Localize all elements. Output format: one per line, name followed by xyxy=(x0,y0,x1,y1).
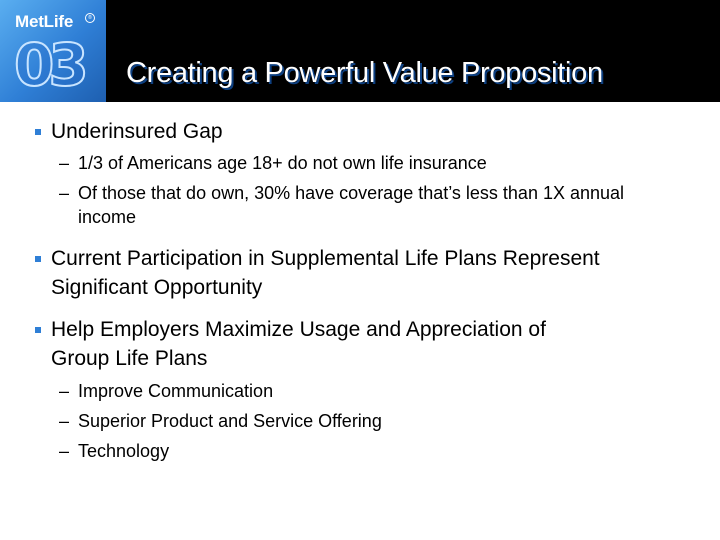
sub-bullet-text-continued: income xyxy=(78,207,137,227)
sub-bullet-text: Technology xyxy=(78,441,170,461)
dash-icon: – xyxy=(59,411,70,431)
dash-icon: – xyxy=(59,441,70,461)
metlife-logo: MetLife xyxy=(15,12,74,31)
bullet-square-icon xyxy=(35,129,41,135)
dash-icon: – xyxy=(59,381,70,401)
bullet-square-icon xyxy=(35,327,41,333)
registered-mark-icon: ® xyxy=(85,13,95,23)
sub-bullet-text: Of those that do own, 30% have coverage that’s less than 1X annual xyxy=(78,183,625,203)
sub-bullet-text: Improve Communication xyxy=(78,381,274,401)
bullet-text: Underinsured Gap xyxy=(51,120,223,143)
dash-icon: – xyxy=(59,153,70,173)
bullet-text-continued: Group Life Plans xyxy=(51,347,208,370)
slide-title: Creating a Powerful Value Proposition xyxy=(126,57,603,89)
bullet-text: Help Employers Maximize Usage and Appreciation of xyxy=(51,318,546,341)
dash-icon: – xyxy=(59,183,70,203)
sub-bullet-text: 1/3 of Americans age 18+ do not own life insurance xyxy=(78,153,487,173)
sub-bullet-text: Superior Product and Service Offering xyxy=(78,411,382,431)
bullet-square-icon xyxy=(35,256,41,262)
section-number: 03 xyxy=(14,31,83,99)
bullet-text-continued: Significant Opportunity xyxy=(51,276,263,299)
bullet-text: Current Participation in Supplemental Life Plans Represent xyxy=(51,247,600,270)
